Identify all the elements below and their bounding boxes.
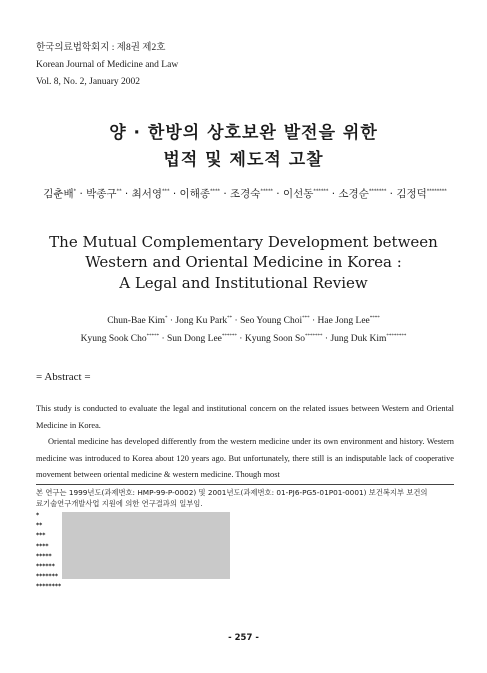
- korean-author-name: 소경순: [338, 188, 369, 200]
- footnote-mark: ***: [36, 532, 46, 540]
- korean-author-name: 조경숙: [230, 188, 261, 200]
- english-author-name: Kyung Sook Cho: [80, 334, 147, 344]
- korean-author-name: 이해종: [179, 188, 210, 200]
- journal-volume: Vol. 8, No. 2, January 2002: [36, 77, 141, 87]
- korean-author-separator: ·: [76, 188, 87, 200]
- page-number: - 257 -: [228, 633, 259, 643]
- footnote-mark: *******: [36, 573, 58, 581]
- korean-author-separator: ·: [272, 188, 283, 200]
- footnote-mark: *****: [36, 552, 52, 560]
- abstract-paragraph-2: Oriental medicine has developed differently from the western medicine under its own environment and history. Western medicine was introduced to Korea about 120 years ago. But unfortunately, there still is an indisputable lack of cooperative movement between oriental medicine & western medicine. Though most: [36, 437, 454, 479]
- english-author-name: Hae Jong Lee: [317, 316, 370, 326]
- abstract-heading: = Abstract =: [36, 371, 91, 383]
- english-author-affiliation-mark: ******: [221, 333, 237, 339]
- affiliation-marks: [36, 511, 61, 593]
- english-author-affiliation-mark: **: [227, 315, 233, 321]
- english-author-affiliation-mark: *****: [146, 333, 160, 339]
- english-author-separator: ·: [232, 316, 241, 326]
- english-author-affiliation-mark: ********: [386, 333, 407, 339]
- footnote-mark: ****: [36, 542, 49, 550]
- english-author-separator: ·: [322, 334, 331, 344]
- journal-header: [36, 40, 178, 91]
- korean-author-affiliation-mark: *: [73, 188, 77, 195]
- english-author-separator: ·: [159, 334, 168, 344]
- english-author-separator: ·: [236, 334, 245, 344]
- english-author-affiliation-mark: ****: [369, 315, 380, 321]
- english-title-line-3: A Legal and Institutional Review: [119, 274, 368, 292]
- funding-footnote-line-2: 료기술연구개발사업 지원에 의한 연구결과의 일부임.: [36, 499, 203, 508]
- english-author-name: Jong Ku Park: [175, 316, 228, 326]
- english-title-line-2: Western and Oriental Medicine in Korea :: [85, 253, 402, 271]
- korean-author-separator: ·: [121, 188, 132, 200]
- funding-footnote-line-1: 본 연구는 1999년도(과제번호: HMP-99-P-0002) 및 2001년도(과제번호: 01-PJ6-PG5-01P01-0001) 보건복지부 보건의: [36, 488, 428, 497]
- english-author-separator: ·: [309, 316, 318, 326]
- footnote-divider: [36, 484, 454, 485]
- redacted-affiliation-block: [62, 512, 230, 579]
- korean-author-affiliation-mark: *******: [368, 188, 387, 195]
- journal-name-en: Korean Journal of Medicine and Law: [36, 60, 179, 70]
- english-author-affiliation-mark: ***: [302, 315, 310, 321]
- abstract-paragraph-1: This study is conducted to evaluate the legal and institutional concern on the related issues between Western and Oriental Medicine in Korea.: [36, 404, 454, 430]
- english-author-separator: ·: [167, 316, 176, 326]
- korean-author-separator: ·: [169, 188, 180, 200]
- korean-author-affiliation-mark: ******: [313, 188, 329, 195]
- english-author-name: Jung Duk Kim: [330, 334, 387, 344]
- english-author-name: Seo Young Choi: [240, 316, 303, 326]
- korean-author-name: 이선동: [282, 188, 314, 200]
- korean-author-name: 박종구: [86, 188, 117, 200]
- korean-author-affiliation-mark: *****: [260, 188, 273, 195]
- english-author-affiliation-mark: *: [165, 315, 168, 321]
- journal-name-kr: 한국의료법학회지 : 제8권 제2호: [36, 43, 166, 53]
- funding-footnote: [36, 487, 476, 509]
- korean-author-name: 김춘배: [43, 188, 74, 200]
- korean-author-name: 최서영: [131, 188, 163, 200]
- english-author-name: Chun-Bae Kim: [107, 316, 165, 326]
- abstract-body: [36, 401, 454, 484]
- footnote-mark: *: [36, 512, 40, 519]
- english-author-name: Kyung Soon So: [244, 334, 306, 344]
- korean-author-affiliation-mark: ********: [426, 188, 447, 195]
- english-author-affiliation-mark: *******: [305, 333, 323, 339]
- english-author-list-line-1: [0, 316, 487, 326]
- english-author-list-line-2: [0, 334, 487, 344]
- korean-author-affiliation-mark: ***: [162, 188, 170, 195]
- english-author-name: Sun Dong Lee: [167, 334, 222, 344]
- korean-author-separator: ·: [386, 188, 397, 200]
- korean-author-separator: ·: [328, 188, 339, 200]
- korean-title-line-2: 법적 및 제도적 고찰: [163, 150, 324, 170]
- korean-author-name: 김정덕: [396, 188, 427, 200]
- footnote-mark: ******: [36, 563, 55, 571]
- korean-title-line-1: 양 · 한방의 상호보완 발전을 위한: [109, 123, 378, 143]
- english-title-line-1: The Mutual Complementary Development between: [49, 233, 438, 251]
- korean-author-affiliation-mark: ****: [209, 188, 220, 195]
- korean-author-separator: ·: [219, 188, 230, 200]
- footnote-mark: **: [36, 522, 43, 530]
- footnote-mark: ********: [36, 583, 62, 591]
- korean-author-affiliation-mark: **: [116, 188, 122, 195]
- korean-author-list: [30, 186, 460, 201]
